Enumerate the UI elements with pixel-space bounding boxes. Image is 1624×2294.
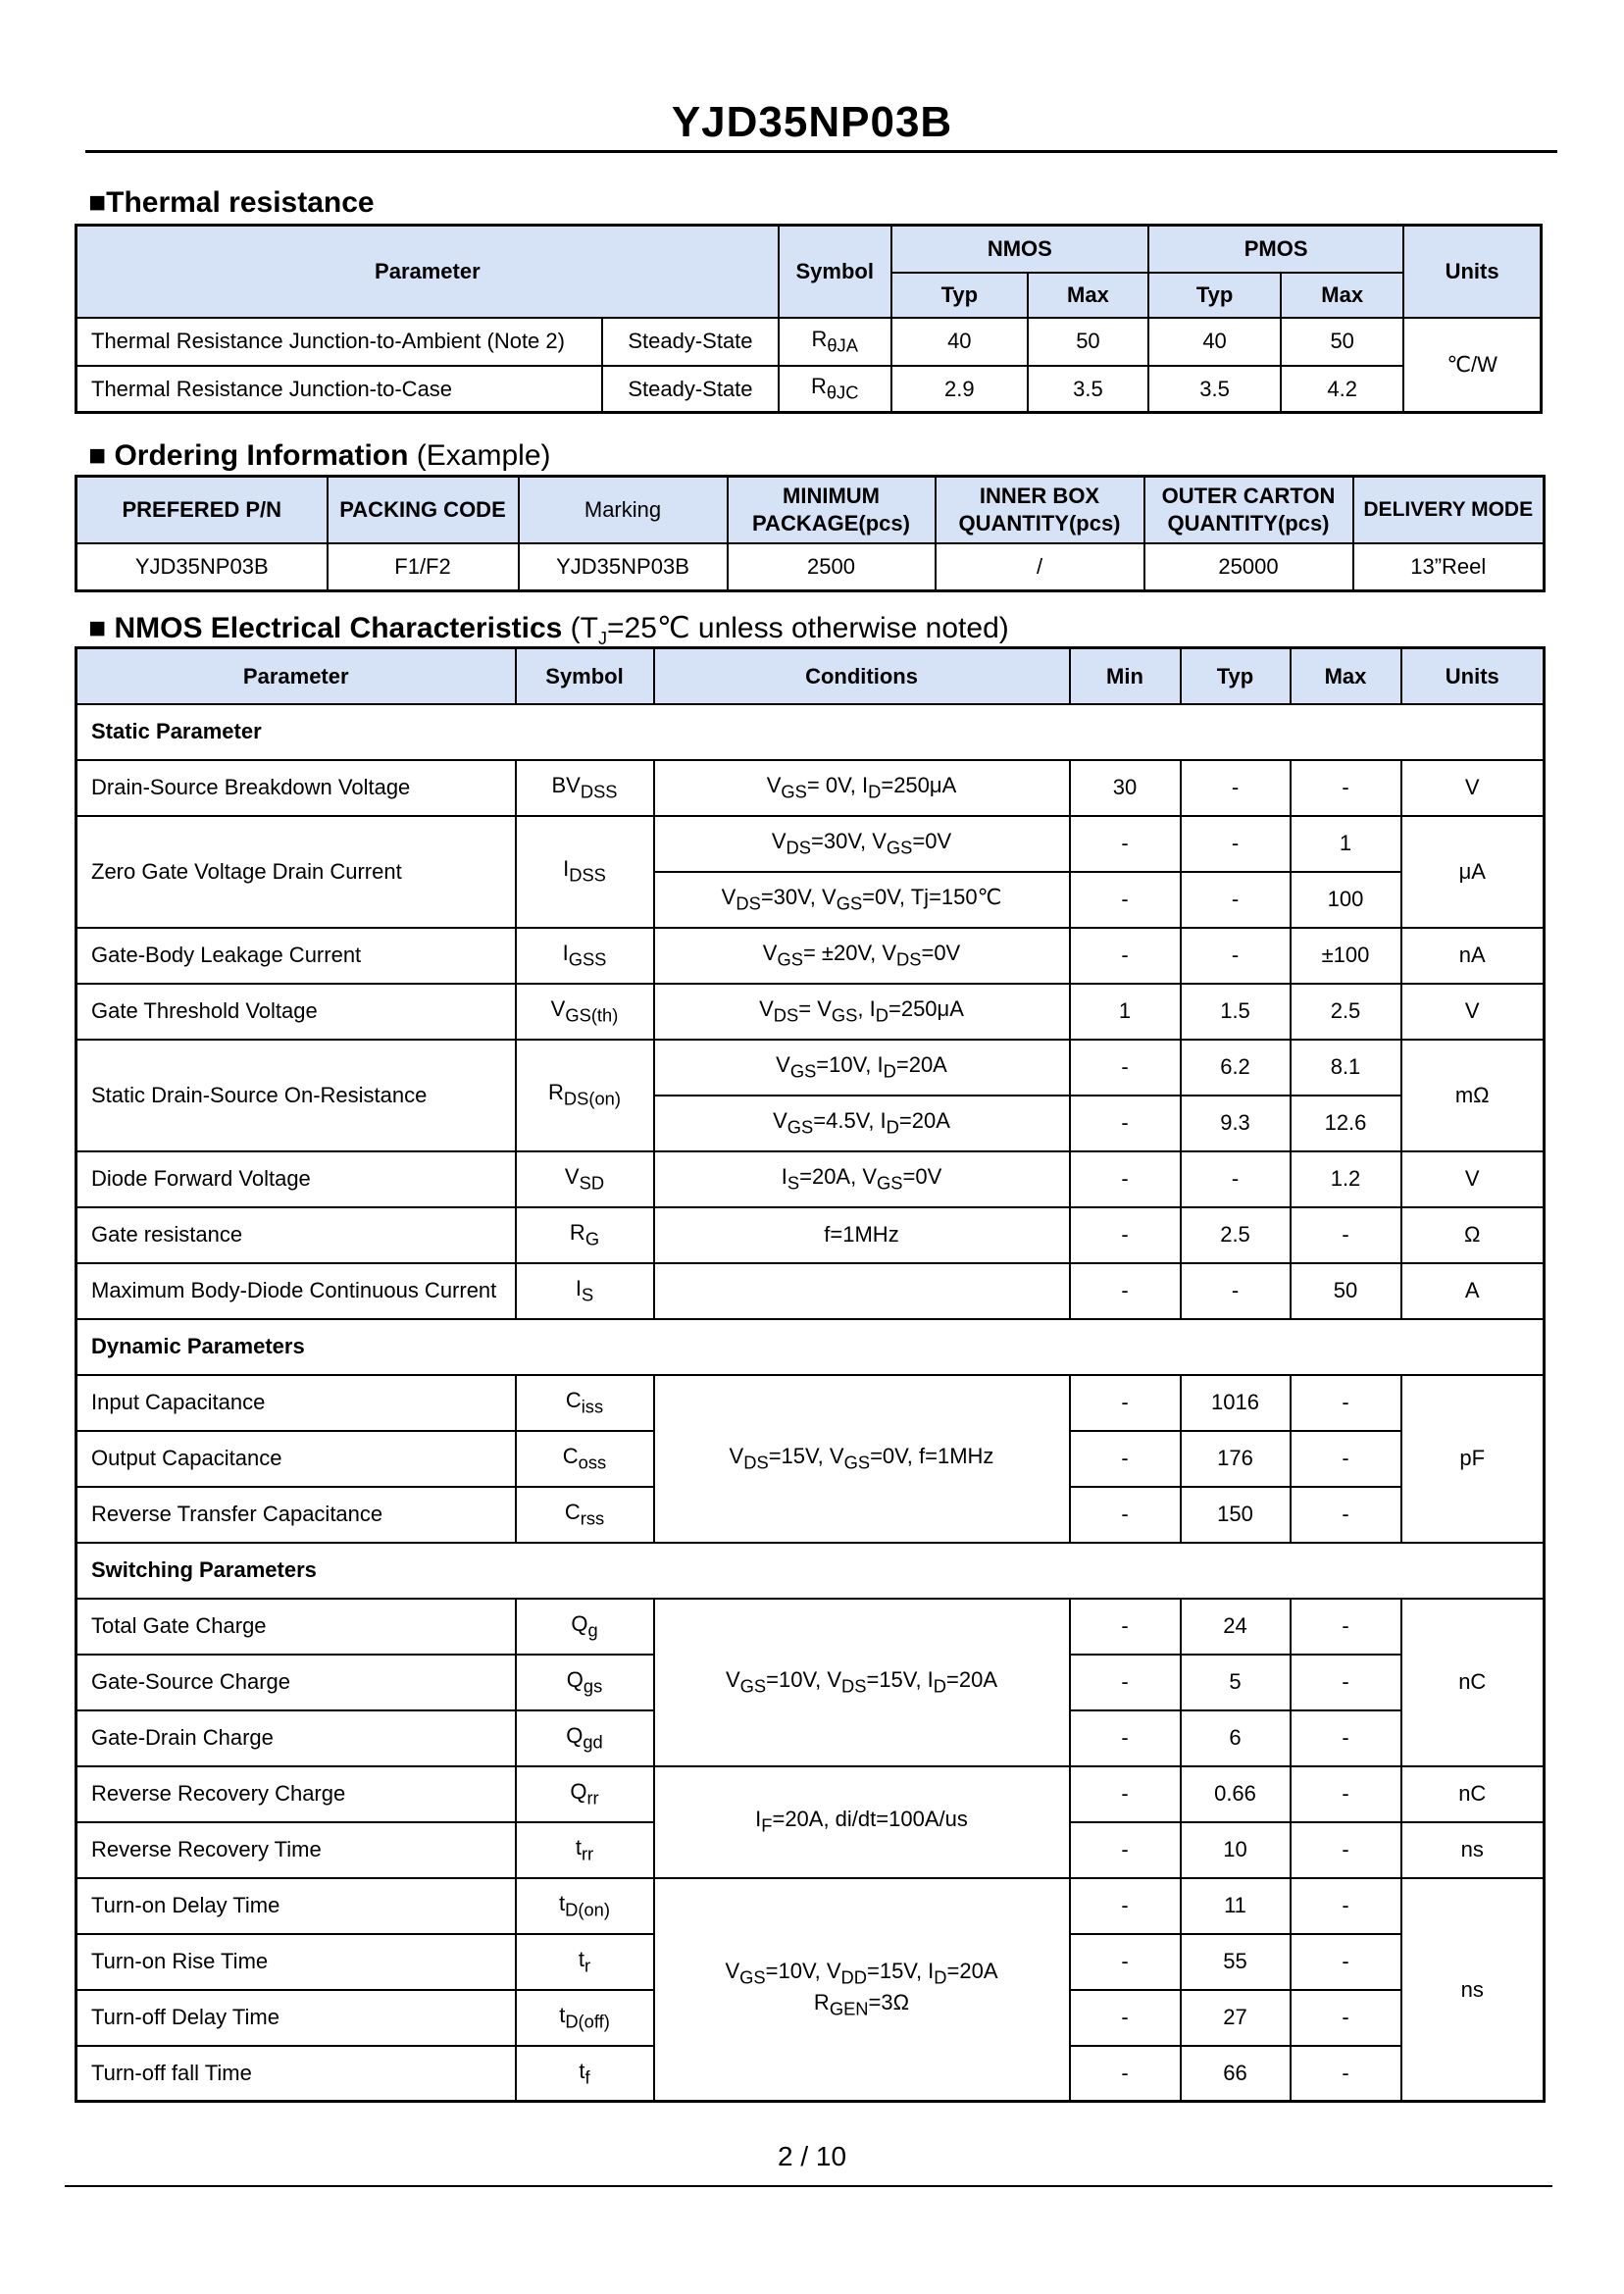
condition-cell	[654, 1263, 1070, 1319]
max-cell: -	[1291, 1375, 1401, 1431]
param-cell: Turn-off fall Time	[76, 2046, 516, 2102]
typ-cell: 150	[1181, 1487, 1291, 1543]
param-cell: Diode Forward Voltage	[76, 1151, 516, 1207]
typ-cell: 6.2	[1181, 1040, 1291, 1096]
min-cell: -	[1070, 1822, 1181, 1878]
condition-cell: $V_{GS}=4.5V$, $I_D=20A$	[654, 1096, 1070, 1151]
param-cell: Thermal Resistance Junction-to-Case	[76, 366, 603, 413]
min-cell: -	[1070, 1263, 1181, 1319]
inner-box-cell: /	[936, 543, 1144, 591]
value-cell: 3.5	[1148, 366, 1281, 413]
typ-cell: 176	[1181, 1431, 1291, 1487]
max-cell: -	[1291, 2046, 1401, 2102]
typ-cell: 24	[1181, 1599, 1291, 1655]
max-cell: -	[1291, 760, 1401, 816]
th-min-package: MINIMUM PACKAGE(pcs)	[728, 477, 936, 543]
table-row	[76, 816, 1545, 872]
max-cell: -	[1291, 1878, 1401, 1934]
symbol-cell: $Q_{gd}$	[516, 1710, 654, 1766]
condition-cell: $V_{GS}= \pm 20V$, $V_{DS}=0V$	[654, 928, 1070, 984]
max-cell: -	[1291, 1599, 1401, 1655]
table-row	[76, 318, 1542, 366]
state-cell: Steady-State	[602, 318, 779, 366]
table-row	[76, 1040, 1545, 1096]
max-cell: -	[1291, 1990, 1401, 2046]
condition-cell: $V_{DS}= V_{GS}$, $I_D=250\mu A$	[654, 984, 1070, 1040]
typ-cell: 27	[1181, 1990, 1291, 2046]
max-cell: ±100	[1291, 928, 1401, 984]
unit-cell: pF	[1401, 1375, 1545, 1543]
symbol-cell: $t_{rr}$	[516, 1822, 654, 1878]
symbol-cell: $Q_{rr}$	[516, 1766, 654, 1822]
value-cell: 3.5	[1028, 366, 1148, 413]
typ-cell: 5	[1181, 1655, 1291, 1710]
symbol-cell: $Q_g$	[516, 1599, 654, 1655]
typ-cell: -	[1181, 816, 1291, 872]
typ-cell: -	[1181, 760, 1291, 816]
unit-cell: μA	[1401, 816, 1545, 928]
th-pmos-typ: Typ	[1148, 273, 1281, 318]
min-cell: -	[1070, 1375, 1181, 1431]
min-cell: -	[1070, 1207, 1181, 1263]
param-cell: Gate Threshold Voltage	[76, 984, 516, 1040]
condition-cell: $V_{GS}= 0V$, $I_D=250\mu A$	[654, 760, 1070, 816]
symbol-cell: $V_{GS(th)}$	[516, 984, 654, 1040]
typ-cell: 11	[1181, 1878, 1291, 1934]
typ-cell: -	[1181, 1151, 1291, 1207]
units-cell: ℃/W	[1403, 318, 1541, 413]
unit-cell: nA	[1401, 928, 1545, 984]
min-cell: -	[1070, 816, 1181, 872]
th-pmos-max: Max	[1281, 273, 1403, 318]
min-cell: -	[1070, 1934, 1181, 1990]
table-row	[76, 1207, 1545, 1263]
max-cell: -	[1291, 1766, 1401, 1822]
max-cell: 1.2	[1291, 1151, 1401, 1207]
nmos-table	[75, 646, 1546, 2103]
outer-carton-cell: 25000	[1144, 543, 1353, 591]
thermal-table	[75, 224, 1543, 414]
symbol-cell: $t_f$	[516, 2046, 654, 2102]
group-static: Static Parameter	[76, 704, 1545, 760]
typ-cell: 9.3	[1181, 1096, 1291, 1151]
min-cell: -	[1070, 1487, 1181, 1543]
nmos-heading: ■ NMOS Electrical Characteristics ($T_J=25℃$ unless otherwise noted)	[88, 612, 1009, 648]
max-cell: -	[1291, 1655, 1401, 1710]
param-cell: Reverse Transfer Capacitance	[76, 1487, 516, 1543]
symbol-cell: $R_{\theta JA}$	[779, 318, 891, 366]
delivery-cell: 13”Reel	[1353, 543, 1545, 591]
condition-cell: $V_{GS}=10V$, $V_{DS}=15V$, $I_D=20A$	[654, 1599, 1070, 1766]
th-max: Max	[1291, 648, 1401, 704]
table-row	[76, 984, 1545, 1040]
th-outer-carton: OUTER CARTON QUANTITY(pcs)	[1144, 477, 1353, 543]
table-row	[76, 760, 1545, 816]
packing-cell: F1/F2	[328, 543, 519, 591]
value-cell: 50	[1281, 318, 1403, 366]
group-dynamic: Dynamic Parameters	[76, 1319, 1545, 1375]
min-cell: -	[1070, 1151, 1181, 1207]
page-number: 2 / 10	[777, 2141, 847, 2171]
typ-cell: 66	[1181, 2046, 1291, 2102]
typ-cell: 55	[1181, 1934, 1291, 1990]
param-cell: Input Capacitance	[76, 1375, 516, 1431]
th-symbol: Symbol	[779, 226, 891, 318]
unit-cell: nC	[1401, 1766, 1545, 1822]
symbol-cell: $t_{D(on)}$	[516, 1878, 654, 1934]
min-cell: -	[1070, 1990, 1181, 2046]
group-switching: Switching Parameters	[76, 1543, 1545, 1599]
pn-cell: YJD35NP03B	[76, 543, 328, 591]
condition-cell: $V_{GS}=10V$, $I_D=20A$	[654, 1040, 1070, 1096]
param-cell: Turn-on Rise Time	[76, 1934, 516, 1990]
value-cell: 2.9	[891, 366, 1028, 413]
th-nmos-typ: Typ	[891, 273, 1028, 318]
th-inner-box: INNER BOX QUANTITY(pcs)	[936, 477, 1144, 543]
max-cell: -	[1291, 1934, 1401, 1990]
unit-cell: A	[1401, 1263, 1545, 1319]
unit-cell: V	[1401, 760, 1545, 816]
symbol-cell: $C_{rss}$	[516, 1487, 654, 1543]
max-cell: 12.6	[1291, 1096, 1401, 1151]
max-cell: -	[1291, 1431, 1401, 1487]
param-cell: Gate-Drain Charge	[76, 1710, 516, 1766]
ordering-heading: ■ Ordering Information (Example)	[88, 439, 551, 472]
symbol-cell: $Q_{gs}$	[516, 1655, 654, 1710]
unit-cell: V	[1401, 984, 1545, 1040]
param-cell: Zero Gate Voltage Drain Current	[76, 816, 516, 928]
param-cell: Turn-off Delay Time	[76, 1990, 516, 2046]
th-delivery-mode: DELIVERY MODE	[1353, 477, 1545, 543]
condition-cell: f=1MHz	[654, 1207, 1070, 1263]
max-cell: 8.1	[1291, 1040, 1401, 1096]
min-cell: 1	[1070, 984, 1181, 1040]
condition-cell: $V_{DS}=15V$, $V_{GS}=0V$, f=1MHz	[654, 1375, 1070, 1543]
typ-cell: -	[1181, 872, 1291, 928]
unit-cell: ns	[1401, 1878, 1545, 2102]
typ-cell: -	[1181, 928, 1291, 984]
th-nmos: NMOS	[891, 226, 1148, 273]
min-cell: -	[1070, 1766, 1181, 1822]
table-row	[76, 1375, 1545, 1431]
typ-cell: 0.66	[1181, 1766, 1291, 1822]
unit-cell: nC	[1401, 1599, 1545, 1766]
ordering-table	[75, 475, 1546, 592]
max-cell: 1	[1291, 816, 1401, 872]
symbol-cell: $I_S$	[516, 1263, 654, 1319]
symbol-cell: $I_{GSS}$	[516, 928, 654, 984]
th-symbol: Symbol	[516, 648, 654, 704]
min-cell: 30	[1070, 760, 1181, 816]
min-cell: -	[1070, 872, 1181, 928]
thermal-heading: ■Thermal resistance	[88, 186, 375, 219]
param-cell: Total Gate Charge	[76, 1599, 516, 1655]
value-cell: 40	[891, 318, 1028, 366]
condition-cell: $I_S=20A$, $V_{GS}=0V$	[654, 1151, 1070, 1207]
symbol-cell: $C_{oss}$	[516, 1431, 654, 1487]
marking-cell: YJD35NP03B	[519, 543, 728, 591]
table-row	[76, 1151, 1545, 1207]
max-cell: 100	[1291, 872, 1401, 928]
unit-cell: Ω	[1401, 1207, 1545, 1263]
table-row	[76, 1878, 1545, 1934]
param-cell: Reverse Recovery Time	[76, 1822, 516, 1878]
symbol-cell: $t_r$	[516, 1934, 654, 1990]
table-row	[76, 1766, 1545, 1822]
value-cell: 40	[1148, 318, 1281, 366]
th-packing-code: PACKING CODE	[328, 477, 519, 543]
max-cell: -	[1291, 1207, 1401, 1263]
min-cell: -	[1070, 928, 1181, 984]
th-units: Units	[1401, 648, 1545, 704]
condition-cell: $V_{GS}=10V$, $V_{DD}=15V$, $I_D=20A$ $R_{GEN}=3\Omega$	[654, 1878, 1070, 2102]
param-cell: Output Capacitance	[76, 1431, 516, 1487]
param-cell: Reverse Recovery Charge	[76, 1766, 516, 1822]
page-title: YJD35NP03B	[671, 98, 953, 146]
table-row	[76, 543, 1545, 591]
state-cell: Steady-State	[602, 366, 779, 413]
min-cell: -	[1070, 1431, 1181, 1487]
condition-cell: $V_{DS}=30V$, $V_{GS}=0V$, Tj=150℃	[654, 872, 1070, 928]
max-cell: -	[1291, 1710, 1401, 1766]
symbol-cell: $V_{SD}$	[516, 1151, 654, 1207]
param-cell: Drain-Source Breakdown Voltage	[76, 760, 516, 816]
table-row	[76, 1599, 1545, 1655]
th-typ: Typ	[1181, 648, 1291, 704]
min-cell: -	[1070, 2046, 1181, 2102]
param-cell: Gate-Body Leakage Current	[76, 928, 516, 984]
th-units: Units	[1403, 226, 1541, 318]
value-cell: 4.2	[1281, 366, 1403, 413]
footer-divider	[65, 2185, 1552, 2187]
max-cell: 2.5	[1291, 984, 1401, 1040]
param-cell: Gate resistance	[76, 1207, 516, 1263]
th-marking: Marking	[519, 477, 728, 543]
typ-cell: 1016	[1181, 1375, 1291, 1431]
symbol-cell: $t_{D(off)}$	[516, 1990, 654, 2046]
symbol-cell: $BV_{DSS}$	[516, 760, 654, 816]
max-cell: 50	[1291, 1263, 1401, 1319]
min-cell: -	[1070, 1040, 1181, 1096]
min-cell: -	[1070, 1878, 1181, 1934]
typ-cell: 1.5	[1181, 984, 1291, 1040]
value-cell: 50	[1028, 318, 1148, 366]
typ-cell: -	[1181, 1263, 1291, 1319]
symbol-cell: $R_G$	[516, 1207, 654, 1263]
unit-cell: ns	[1401, 1822, 1545, 1878]
param-cell: Maximum Body-Diode Continuous Current	[76, 1263, 516, 1319]
min-cell: -	[1070, 1710, 1181, 1766]
param-cell: Gate-Source Charge	[76, 1655, 516, 1710]
table-row	[76, 1263, 1545, 1319]
th-pmos: PMOS	[1148, 226, 1403, 273]
symbol-cell: $R_{\theta JC}$	[779, 366, 891, 413]
th-parameter: Parameter	[76, 226, 779, 318]
min-package-cell: 2500	[728, 543, 936, 591]
condition-cell: $V_{DS}=30V$, $V_{GS}=0V$	[654, 816, 1070, 872]
unit-cell: mΩ	[1401, 1040, 1545, 1151]
th-pn: PREFERED P/N	[76, 477, 328, 543]
symbol-cell: $R_{DS(on)}$	[516, 1040, 654, 1151]
th-conditions: Conditions	[654, 648, 1070, 704]
table-row	[76, 366, 1542, 413]
symbol-cell: $I_{DSS}$	[516, 816, 654, 928]
typ-cell: 2.5	[1181, 1207, 1291, 1263]
symbol-cell: $C_{iss}$	[516, 1375, 654, 1431]
title-divider	[85, 150, 1557, 153]
min-cell: -	[1070, 1655, 1181, 1710]
unit-cell: V	[1401, 1151, 1545, 1207]
param-cell: Static Drain-Source On-Resistance	[76, 1040, 516, 1151]
typ-cell: 10	[1181, 1822, 1291, 1878]
max-cell: -	[1291, 1822, 1401, 1878]
typ-cell: 6	[1181, 1710, 1291, 1766]
th-nmos-max: Max	[1028, 273, 1148, 318]
max-cell: -	[1291, 1487, 1401, 1543]
min-cell: -	[1070, 1599, 1181, 1655]
param-cell: Turn-on Delay Time	[76, 1878, 516, 1934]
table-row	[76, 928, 1545, 984]
condition-cell: $I_F=20A$, di/dt=100A/us	[654, 1766, 1070, 1878]
th-parameter: Parameter	[76, 648, 516, 704]
param-cell: Thermal Resistance Junction-to-Ambient (Note 2)	[76, 318, 603, 366]
th-min: Min	[1070, 648, 1181, 704]
min-cell: -	[1070, 1096, 1181, 1151]
